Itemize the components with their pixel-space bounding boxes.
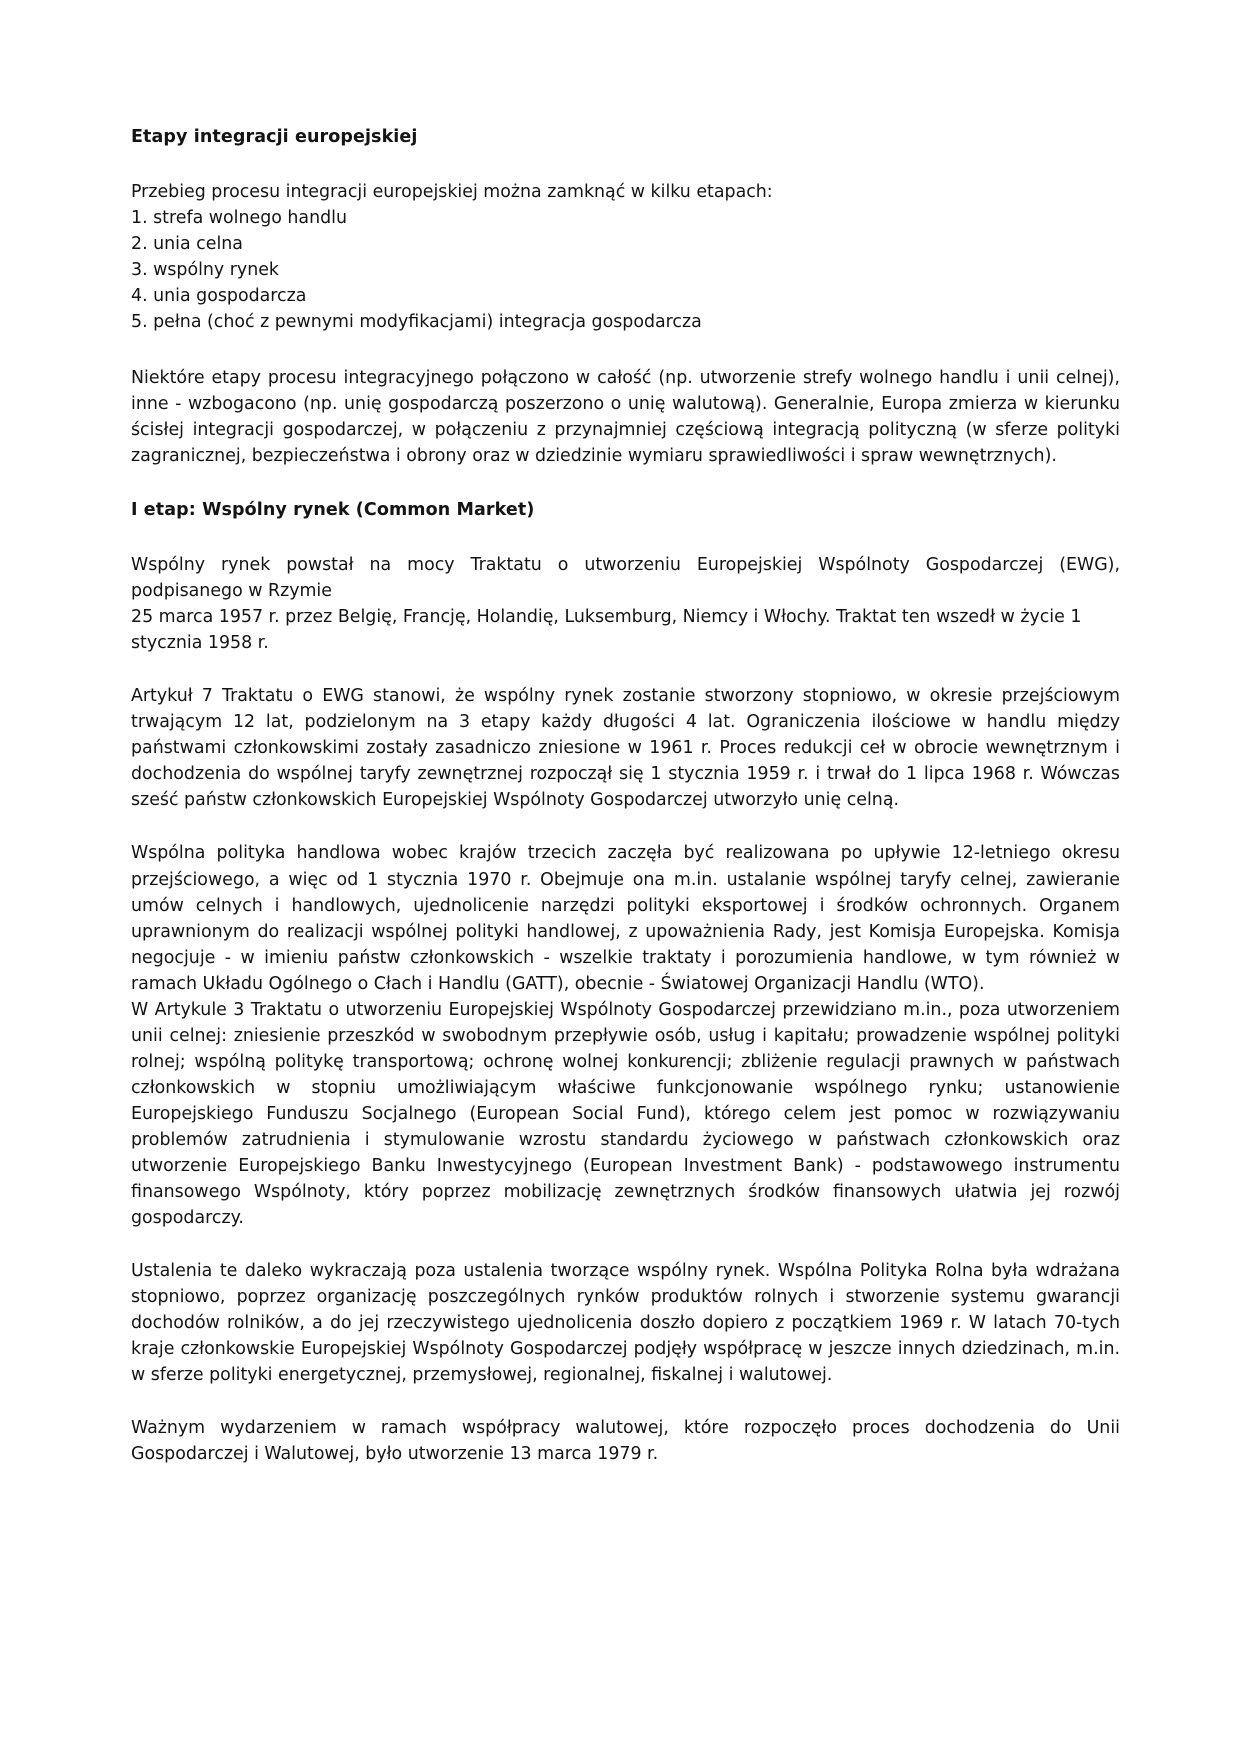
list-item: 3. wspólny rynek: [131, 260, 279, 281]
paragraph-common-trade-policy: Wspólna polityka handlowa wobec krajów trzecich zaczęła być realizowana po upływie 12-letniego okresu przejściowego, a więc od 1 stycznia 1970 r. Obejmuje ona m.in. ustalanie wspólnej taryfy celnej, zawieranie umów celnych i handlowych, ujednolicenie narzędzi polityki eksportowej i środków ochronnych. Organem uprawnionym do realizacji wspólnej polityki handlowej, z upoważnienia Rady, jest Komisja Europejska. Komisja negocjuje - w imieniu państw członkowskich - wszelkie traktaty i porozumienia handlowe, w tym również w ramach Układu Ogólnego o Cłach i Handlu (GATT), obecnie - Światowej Organizacji Handlu (WTO).: [131, 843, 1120, 994]
page-title: Etapy integracji europejskiej: [131, 127, 418, 147]
paragraph-cap-arrangements: Ustalenia te daleko wykraczają poza ustalenia tworzące wspólny rynek. Wspólna Polityka Rolna była wdrażana stopniowo, poprzez organizację poszczególnych rynków produktów rolnych i stworzenie systemu gwarancji dochodów rolników, a do jej rzeczywistego ujednolicenia doszło dopiero z początkiem 1969 r. W latach 70-tych kraje członkowskie Europejskiej Wspólnoty Gospodarczej podjęły współpracę w jeszcze innych dziedzinach, m.in. w sferze polityki energetycznej, przemysłowej, regionalnej, fiskalnej i walutowej.: [131, 1260, 1120, 1385]
list-item: 5. pełna (choć z pewnymi modyfikacjami) integracja gospodarcza: [131, 312, 702, 333]
paragraph-article-7: Artykuł 7 Traktatu o EWG stanowi, że wspólny rynek zostanie stworzony stopniowo, w okresie przejściowym trwającym 12 lat, podzielonym na 3 etapy każdy długości 4 lat. Ograniczenia ilościowe w handlu między państwami członkowskimi zostały zasadniczo zniesione w 1961 r. Proces redukcji ceł w obrocie wewnętrznym i dochodzenia do wspólnej taryfy zewnętrznej rozpoczął się 1 stycznia 1959 r. i trwał do 1 lipca 1968 r. Wówczas sześć państw członkowskich Europejskiej Wspólnoty Gospodarczej utworzyło unię celną.: [131, 686, 1120, 811]
paragraph-treaty-origin: Wspólny rynek powstał na mocy Traktatu o utworzeniu Europejskiej Wspólnoty Gospodarczej (EWG), podpisanego w Rzymie: [131, 555, 1120, 602]
section-heading-common-market: I etap: Wspólny rynek (Common Market): [131, 500, 535, 521]
document-body: [131, 126, 1120, 1467]
paragraph-intro-summary: Niektóre etapy procesu integracyjnego połączono w całość (np. utworzenie strefy wolnego handlu i unii celnej), inne - wzbogacono (np. unię gospodarczą poszerzono o unię walutową). Generalnie, Europa zmierza w kierunku ścisłej integracji gospodarczej, w połączeniu z przynajmniej częściową integracją polityczną (w sferze polityki zagranicznej, bezpieczeństwa i obrony oraz w dziedzinie wymiaru sprawiedliwości i spraw wewnętrznych).: [131, 368, 1120, 467]
list-item: 1. strefa wolnego handlu: [131, 208, 347, 229]
intro-lead-text: Przebieg procesu integracji europejskiej można zamknąć w kilku etapach:: [131, 182, 773, 203]
paragraph-treaty-signatories: 25 marca 1957 r. przez Belgię, Francję, Holandię, Luksemburg, Niemcy i Włochy. Traktat ten wszedł w życie 1 stycznia 1958 r.: [131, 607, 1082, 654]
paragraph-article-3: W Artykule 3 Traktatu o utworzeniu Europejskiej Wspólnoty Gospodarczej przewidziano m.in., poza utworzeniem unii celnej: zniesienie przeszkód w swobodnym przepływie osób, usług i kapitału; prowadzenie wspólnej polityki rolnej; wspólną politykę transportową; ochronę wolnej konkurencji; zbliżenie regulacji prawnych w państwach członkowskich w stopniu umożliwiającym właściwe funkcjonowanie wspólnego rynku; ustanowienie Europejskiego Funduszu Socjalnego (European Social Fund), którego celem jest pomoc w rozwiązywaniu problemów zatrudnienia i stymulowanie wzrostu standardu życiowego w państwach członkowskich oraz utworzenie Europejskiego Banku Inwestycyjnego (European Investment Bank) - podstawowego instrumentu finansowego Wspólnoty, który poprzez mobilizację zewnętrznych środków finansowych ułatwia jej rozwój gospodarczy.: [131, 999, 1120, 1228]
stage-list: [131, 205, 1120, 335]
intro-block: [131, 179, 1120, 335]
paragraph-group-treaty: [131, 552, 1120, 656]
list-item: 4. unia gospodarcza: [131, 286, 307, 307]
paragraph-group-trade-policy: [131, 840, 1120, 1230]
paragraph-monetary-cooperation: Ważnym wydarzeniem w ramach współpracy walutowej, które rozpoczęło proces dochodzenia do Unii Gospodarczej i Walutowej, było utworzenie 13 marca 1979 r.: [131, 1417, 1120, 1464]
list-item: 2. unia celna: [131, 234, 243, 255]
